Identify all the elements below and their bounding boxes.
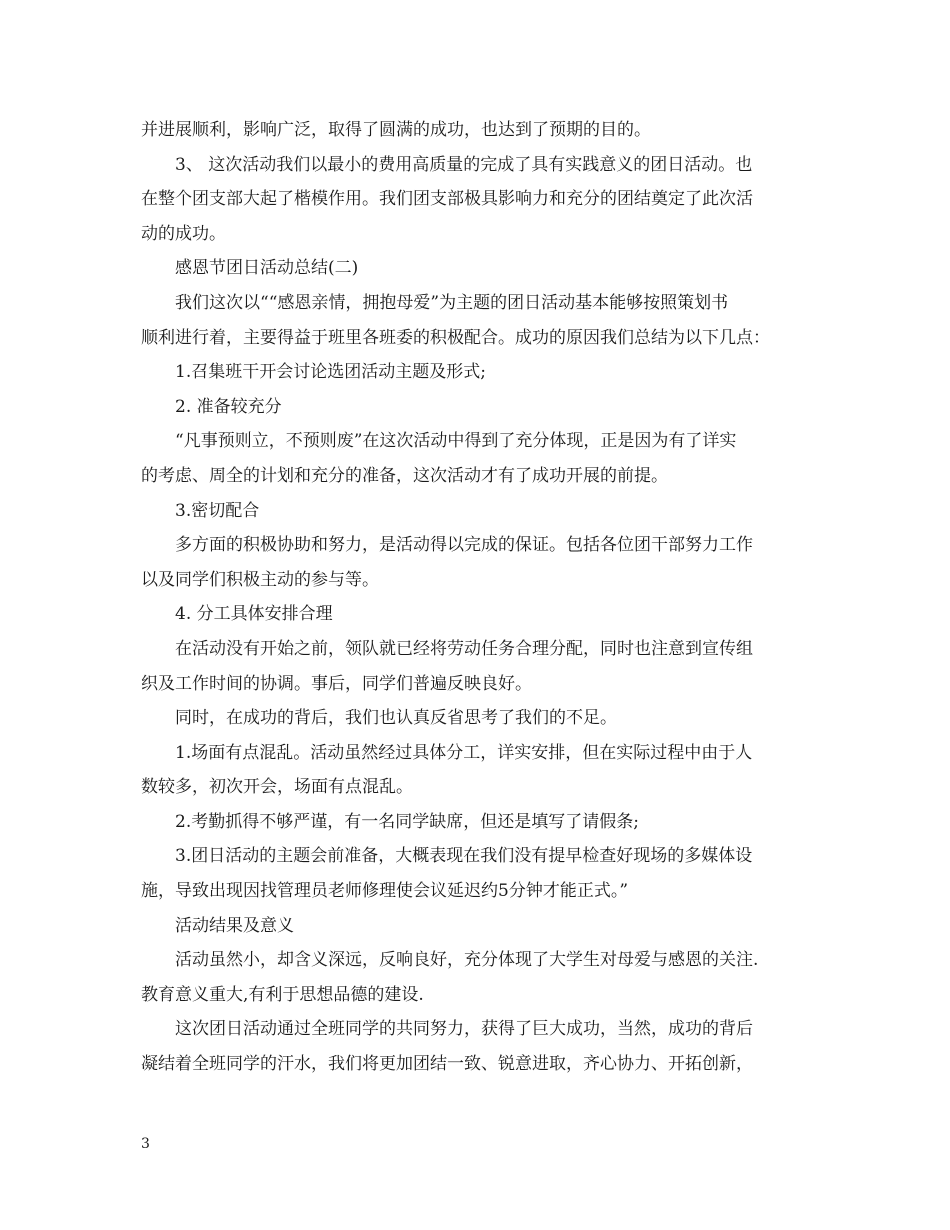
- document-body: [141, 113, 821, 1082]
- text-line: 在整个团支部大起了楷模作用。我们团支部极具影响力和充分的团结奠定了此次活: [141, 189, 753, 210]
- list-item: 1.场面有点混乱。活动虽然经过具体分工，详实安排，但在实际过程中由于人: [175, 742, 753, 763]
- text-line: 动的成功。: [141, 223, 226, 244]
- text-line: 我们这次以““感恩亲情，拥抱母爱”为主题的团日活动基本能够按照策划书: [175, 292, 729, 313]
- text-line: 这次团日活动通过全班同学的共同努力，获得了巨大成功，当然，成功的背后: [175, 1019, 753, 1040]
- list-item: 1.召集班干开会讨论选团活动主题及形式;: [175, 362, 486, 383]
- text-line: 顺利进行着，主要得益于班里各班委的积极配合。成功的原因我们总结为以下几点：: [141, 327, 770, 348]
- list-item: 2. 准备较充分: [175, 396, 282, 417]
- list-item: 4. 分工具体安排合理: [175, 604, 333, 625]
- text-line: 并进展顺利，影响广泛，取得了圆满的成功，也达到了预期的目的。: [141, 120, 651, 140]
- text-line: 活动虽然小，却含义深远，反响良好，充分体现了大学生对母爱与感恩的关注.: [175, 950, 759, 971]
- list-item: 2.考勤抓得不够严谨，有一名同学缺席，但还是填写了请假条;: [175, 811, 639, 832]
- list-item: 3.密切配合: [175, 500, 260, 521]
- text-line: 织及工作时间的协调。事后，同学们普遍反映良好。: [141, 673, 532, 694]
- text-line: 以及同学们积极主动的参与等。: [141, 569, 379, 590]
- text-line: 数较多，初次开会，场面有点混乱。: [141, 777, 413, 798]
- text-line: 多方面的积极协助和努力，是活动得以完成的保证。包括各位团干部努力工作: [175, 535, 753, 556]
- list-item: 3.团日活动的主题会前准备，大概表现在我们没有提早检查好现场的多媒体设: [175, 846, 753, 867]
- text-line: 凝结着全班同学的汗水，我们将更加团结一致、锐意进取，齐心协力、开拓创新，: [141, 1054, 753, 1075]
- text-line: 同时，在成功的背后，我们也认真反省思考了我们的不足。: [175, 708, 617, 729]
- section-heading: 活动结果及意义: [175, 915, 294, 936]
- text-line: 教育意义重大,有利于思想品德的建设.: [141, 984, 424, 1005]
- section-heading: 感恩节团日活动总结(二): [175, 258, 359, 279]
- text-line: 的考虑、周全的计划和充分的准备，这次活动才有了成功开展的前提。: [141, 465, 668, 486]
- text-line: 施，导致出现因找管理员老师修理使会议延迟约5分钟才能正式。”: [141, 881, 629, 902]
- text-line: “凡事预则立，不预则废”在这次活动中得到了充分体现，正是因为有了详实: [175, 431, 737, 452]
- text-line: 3、 这次活动我们以最小的费用高质量的完成了具有实践意义的团日活动。也: [175, 154, 753, 175]
- text-line: 在活动没有开始之前，领队就已经将劳动任务合理分配，同时也注意到宣传组: [175, 638, 753, 659]
- page-number: 3: [141, 1136, 150, 1152]
